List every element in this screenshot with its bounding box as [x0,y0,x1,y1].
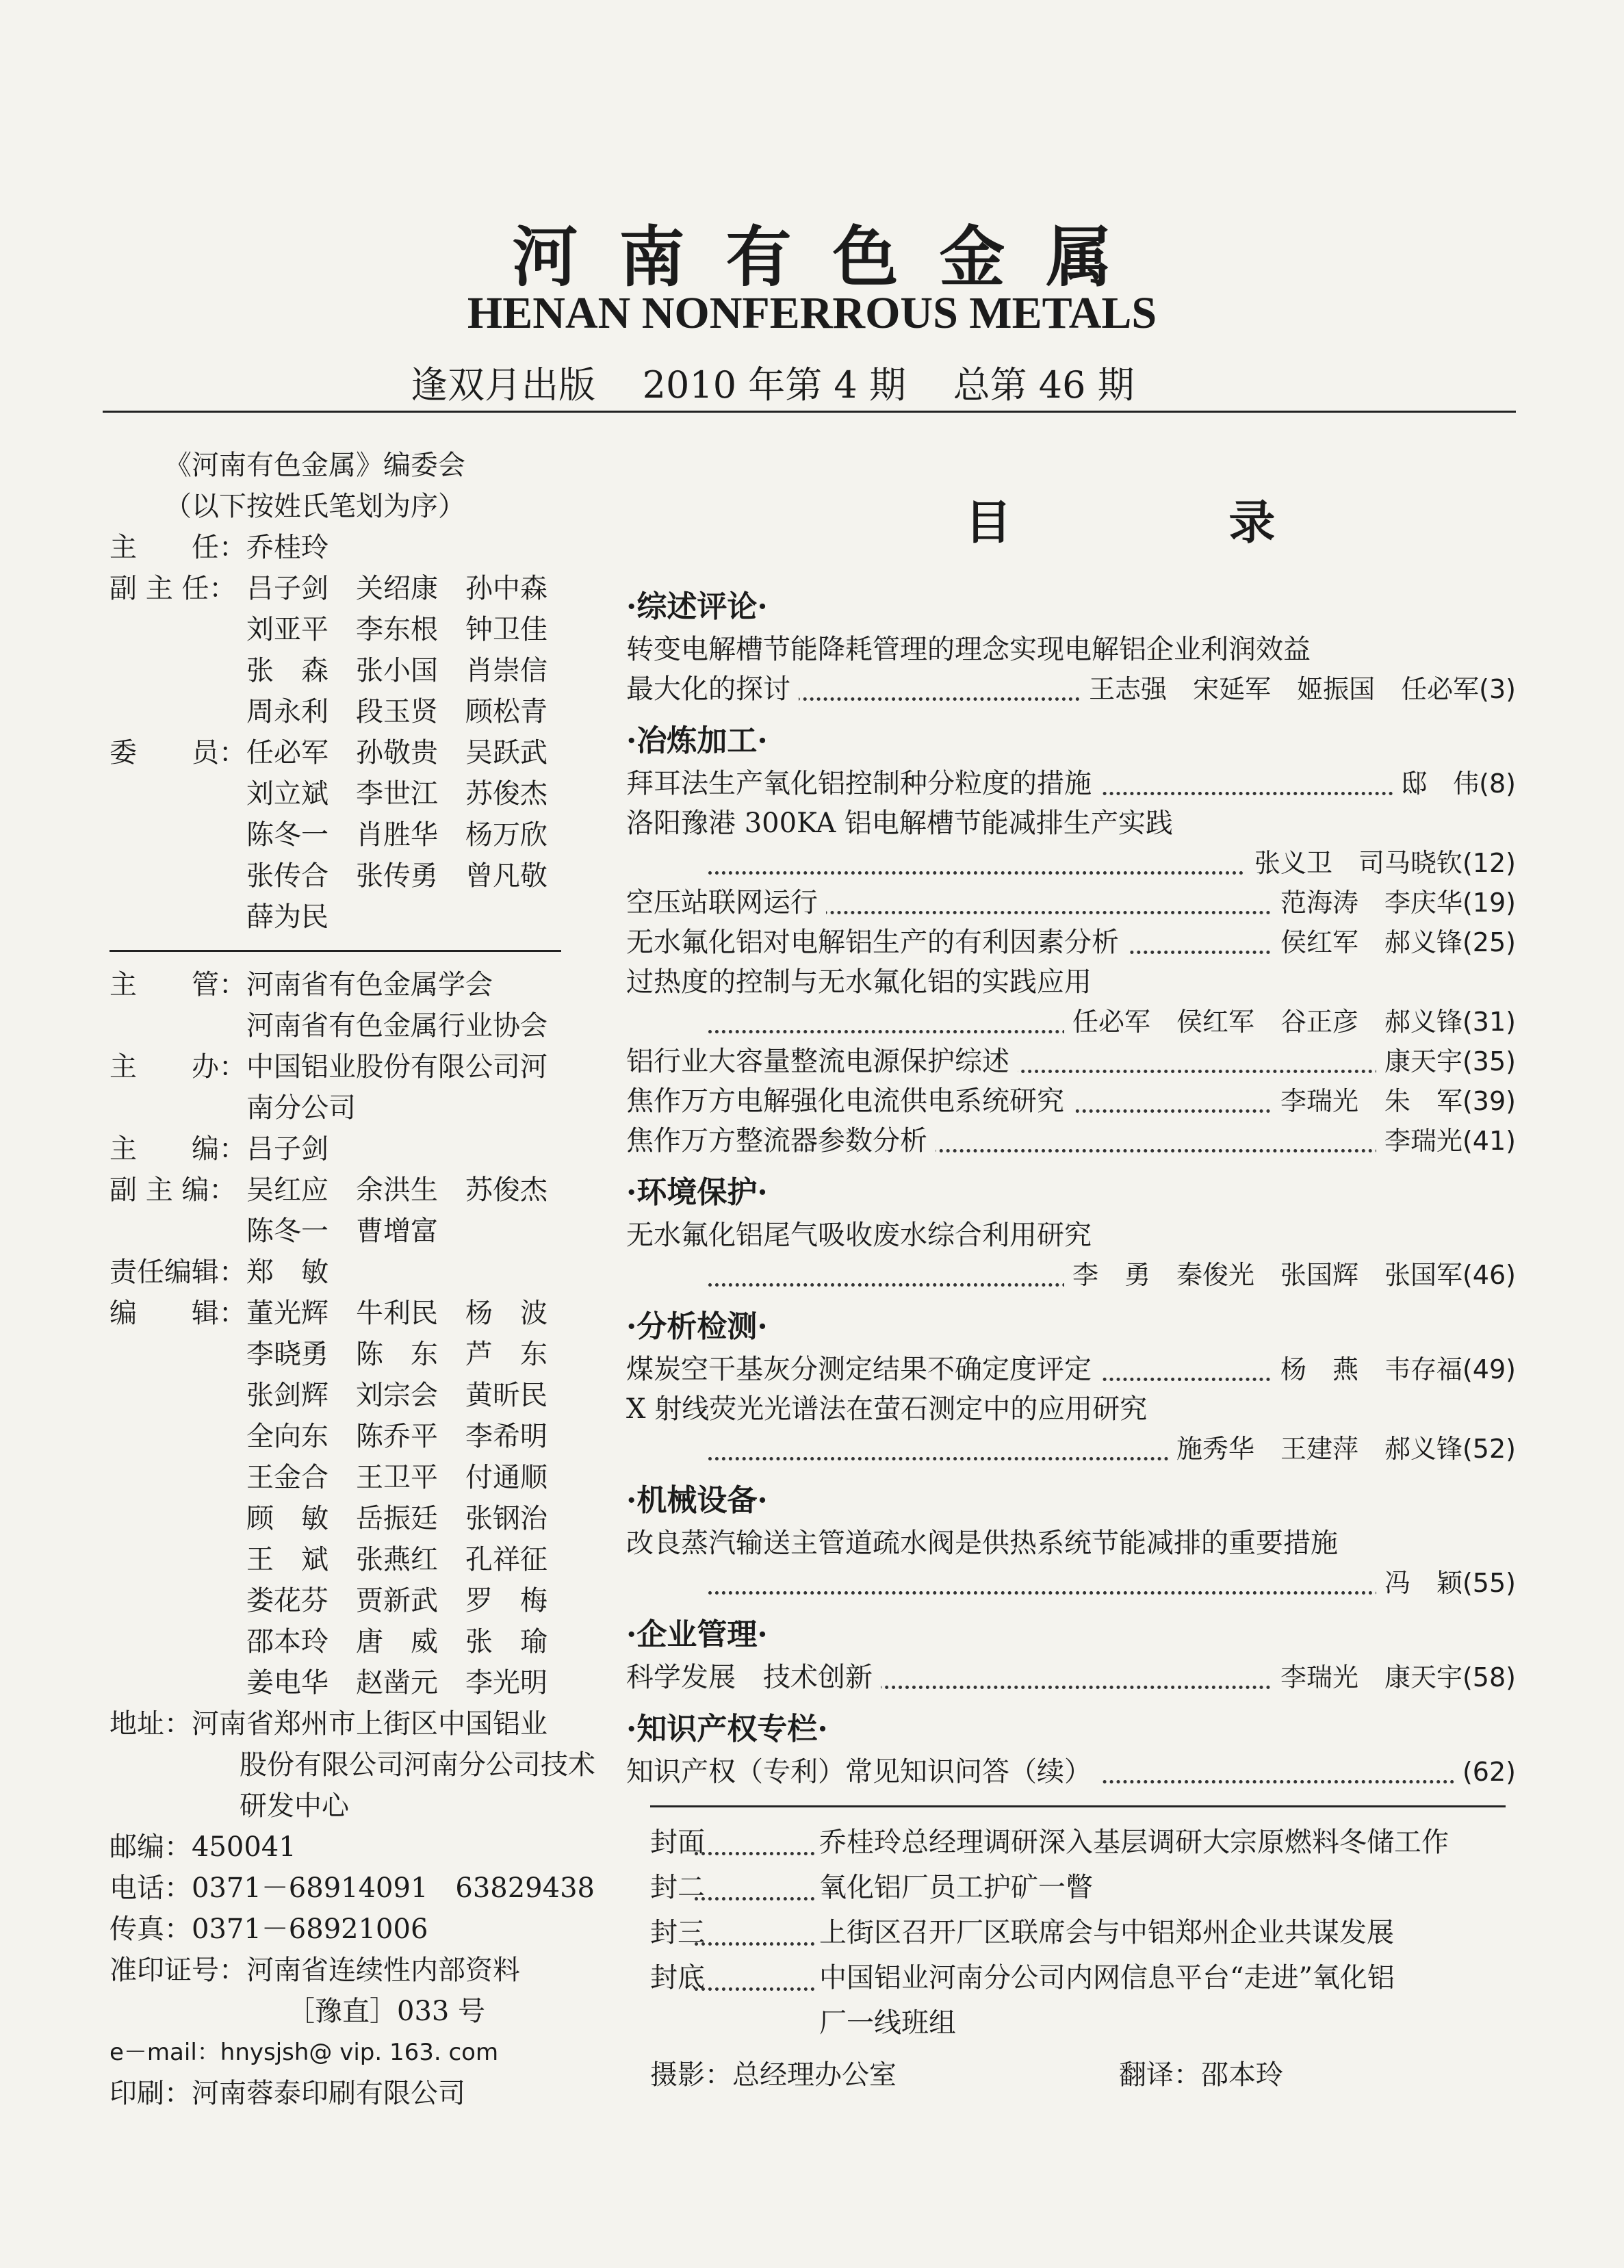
editor-rows [103,1293,582,1703]
member-row [103,732,582,773]
member-row [103,855,582,897]
toc-title: 目 录 [965,495,1337,550]
person-name: 孙敬贵 [356,737,438,769]
person-name: 王金合 [246,1462,328,1493]
toc-section-heading: ·机械设备· [626,1483,768,1518]
toc-entry-page: (55) [1462,1568,1516,1598]
toc-entry-authors: 任必军 侯红军 谷正彦 郝义锋 [1072,1007,1462,1037]
person-name: 姜电华 [246,1667,328,1699]
toc-sections [626,584,1516,1792]
toc-entry-title: 铝行业大容量整流电源保护综述 [626,1042,1018,1081]
toc-entry-authors: 李瑞光 康天宇 [1280,1662,1462,1692]
editor-row [103,1293,582,1334]
toc-entry-page: (19) [1462,888,1516,918]
address-line-2: 股份有限公司河南分公司技术 [240,1749,595,1781]
toc-entry-meta [1246,843,1516,883]
toc-entry-page: (3) [1479,674,1516,704]
toc-entry-authors: 邸 伟 [1401,769,1480,799]
sponsor-row-2: 河南省有色金属行业协会 [246,1010,547,1042]
toc-entry-title: 过热度的控制与无水氟化铝的实践应用 [626,962,1100,1002]
vice-chair-row [103,568,582,609]
cover-text: 厂一线班组 [819,2007,956,2039]
toc-entry-title: 无水氟化铝尾气吸收废水综合利用研究 [626,1215,1100,1255]
editor-label: 编 辑： [109,1298,246,1329]
toc-entry-title: 拜耳法生产氧化铝控制种分粒度的措施 [626,764,1100,803]
person-name: 周永利 [246,696,328,727]
person-name: 付通顺 [465,1462,547,1493]
toc-entry-line [626,1752,1516,1792]
person-name: 余洪生 [356,1174,438,1206]
cover-item [626,1820,1516,1865]
toc-entry-authors: 李瑞光 朱 军 [1280,1086,1462,1116]
toc-entry-line [626,1121,1516,1161]
printer: 印刷：河南蓉泰印刷有限公司 [109,2078,465,2109]
person-name: 张小国 [356,655,438,686]
person-name: 孙中森 [465,573,547,604]
toc-entry-line [626,843,1516,883]
toc-entry-authors: 张义卫 司马晓钦 [1254,848,1462,878]
toc-entry-title: 改良蒸汽输送主管道疏水阀是供热系统节能减排的重要措施 [626,1523,1346,1563]
person-name: 顾松青 [465,696,547,727]
toc-entry-authors: 冯 颖 [1384,1568,1462,1598]
member-row [103,773,582,814]
cover-label: 封底 [650,1962,705,1994]
toc-entry-page: (39) [1462,1086,1516,1116]
person-name: 张剑辉 [246,1380,328,1411]
toc-entry-page: (35) [1462,1046,1516,1077]
member-row [103,897,582,938]
credits-row [626,2052,1516,2098]
toc-entry-title: 无水氟化铝对电解铝生产的有利因素分析 [626,923,1127,962]
toc-entry-title: 知识产权（专利）常见知识问答（续） [626,1752,1100,1792]
issue-info: 逢双月出版 2010 年第 4 期 总第 46 期 [411,363,1135,407]
cover-label: 封三 [650,1917,705,1948]
toc-entry-line [626,1081,1516,1121]
toc-entry-title: 洛阳豫港 300KA 铝电解槽节能减排生产实践 [626,803,1181,843]
email: e－mail：hnysjsh@ vip. 163. com [109,2039,499,2066]
person-name: 肖崇信 [465,655,547,686]
person-name: 钟卫佳 [465,614,547,645]
person-name: 孔祥征 [465,1544,547,1575]
person-name: 陈 东 [356,1339,438,1370]
cover-label: 封面 [650,1827,705,1858]
person-name: 王卫平 [356,1462,438,1493]
chair-row: 主 任： 乔桂玲 [109,532,328,563]
phone: 电话：0371－68914091 63829438 [109,1872,595,1904]
host-row: 主 办： 中国铝业股份有限公司河 [109,1051,547,1083]
leader-dots [695,1942,814,1946]
toc-entry-page: (49) [1462,1354,1516,1384]
toc-entry-title: 转变电解槽节能降耗管理的理念实现电解铝企业利润效益 [626,630,1319,669]
table-of-contents [626,575,1516,2098]
host-row-2: 南分公司 [246,1092,356,1124]
toc-entry-meta [1393,764,1516,803]
vice-chair-label: 副 主 任： [109,573,237,604]
person-name: 刘宗会 [356,1380,438,1411]
board-note: （以下按姓氏笔划为序） [164,491,465,522]
toc-entry-line [626,1658,1516,1697]
toc-entry-meta [1168,1429,1516,1469]
toc-entry-meta [1454,1752,1516,1792]
toc-entry-meta [1272,883,1516,923]
toc-entry-page: (58) [1462,1662,1516,1692]
cover-text: 上街区召开厂区联席会与中铝郑州企业共谋发展 [819,1917,1394,1948]
address-line-1: 地址：河南省郑州市上街区中国铝业 [109,1708,547,1740]
resp-editor-row: 责任编辑： 郑 敏 [109,1257,328,1288]
toc-entry-authors: 李 勇 秦俊光 张国辉 张国军 [1072,1260,1462,1290]
toc-entry-page: (46) [1462,1260,1516,1290]
toc-entry-authors: 侯红军 郝义锋 [1280,927,1462,957]
address-line-3: 研发中心 [240,1790,349,1822]
toc-section-heading: ·冶炼加工· [626,723,768,758]
toc-section-heading: ·环境保护· [626,1175,768,1210]
person-name: 陈乔平 [356,1421,438,1452]
person-name: 李希明 [465,1421,547,1452]
toc-entry-page: (52) [1462,1434,1516,1464]
vice-editor-row [103,1170,582,1211]
person-name: 吴跃武 [465,737,547,769]
toc-entry-meta [1376,1042,1516,1081]
toc-entry-page: (41) [1462,1126,1516,1156]
toc-entry-line [626,1255,1516,1295]
toc-section-heading: ·分析检测· [626,1309,768,1344]
person-name: 吴红应 [246,1174,328,1206]
toc-entry-meta [1064,1255,1516,1295]
editor-row: 主 编： 吕子剑 [109,1133,328,1165]
editor-row [103,1539,582,1580]
member-label: 委 员： [109,737,246,769]
toc-entry-meta [1064,1002,1516,1042]
toc-entry-line [626,630,1516,669]
editor-row [103,1621,582,1662]
toc-section-heading: ·知识产权专栏· [626,1712,828,1747]
person-name: 张传勇 [356,860,438,892]
person-name: 肖胜华 [356,819,438,851]
postcode: 邮编：450041 [109,1831,296,1863]
editor-row [103,1498,582,1539]
toc-entry-authors: 杨 燕 韦存福 [1280,1354,1462,1384]
member-rows [103,732,582,938]
toc-entry-authors: 李瑞光 [1384,1126,1462,1156]
toc-entry-meta [1376,1563,1516,1603]
toc-divider [650,1805,1506,1807]
person-name: 董光辉 [246,1298,328,1329]
vice-editor-label: 副 主 编： [109,1174,237,1206]
toc-entry-authors: 康天宇 [1384,1046,1462,1077]
toc-entry-meta [1272,923,1516,962]
vice-chair-row [103,691,582,732]
person-name: 苏俊杰 [465,778,547,810]
toc-entry-line [626,1523,1516,1563]
editor-row [103,1375,582,1416]
toc-section-heading: ·企业管理· [626,1617,768,1652]
toc-entry-meta [1272,1350,1516,1389]
person-name: 刘立斌 [246,778,328,810]
person-name: 曹增富 [356,1215,438,1247]
person-name: 李世江 [356,778,438,810]
toc-entry-title: 最大化的探讨 [626,669,799,709]
cover-item [626,1910,1516,1955]
leader-dots [695,1897,814,1900]
header-rule [103,411,1516,413]
person-name: 顾 敏 [246,1503,328,1534]
cover-text: 氧化铝厂员工护矿一瞥 [819,1872,1093,1903]
person-name: 黄昕民 [465,1380,547,1411]
toc-entry-authors: 王志强 宋延军 姬振国 任必军 [1089,674,1480,704]
toc-entry-line [626,1042,1516,1081]
toc-entry-title: 科学发展 技术创新 [626,1658,881,1697]
person-name: 杨万欣 [465,819,547,851]
editor-row [103,1334,582,1375]
vice-editor-rows [103,1170,582,1252]
cover-label: 封二 [650,1872,705,1903]
translator-credit: 翻译：邵本玲 [1119,2059,1283,2091]
toc-entry-meta [1081,669,1516,709]
vice-chair-rows [103,568,582,732]
person-name: 曾凡敬 [465,860,547,892]
toc-entry-line [626,923,1516,962]
person-name: 刘亚平 [246,614,328,645]
member-row [103,814,582,855]
toc-entry-line [626,1429,1516,1469]
toc-entry-authors: 施秀华 王建萍 郝义锋 [1176,1434,1462,1464]
person-name: 张传合 [246,860,328,892]
editor-row [103,1662,582,1703]
board-name: 《河南有色金属》编委会 [164,450,465,481]
sponsor-row: 主 管： 河南省有色金属学会 [109,969,493,1001]
toc-section-heading: ·综述评论· [626,589,768,624]
journal-title-en: HENAN NONFERROUS METALS [467,288,1157,338]
person-name: 赵凿元 [356,1667,438,1699]
toc-entry-page: (25) [1462,927,1516,957]
vice-editor-row [103,1211,582,1252]
toc-entry-title: 焦作万方电解强化电流供电系统研究 [626,1081,1072,1121]
person-name: 唐 威 [356,1626,438,1658]
editor-row [103,1457,582,1498]
person-name: 牛利民 [356,1298,438,1329]
toc-entry-title: X 射线荧光光谱法在萤石测定中的应用研究 [626,1389,1155,1429]
vice-chair-row [103,650,582,691]
person-name: 李东根 [356,614,438,645]
toc-entry-meta [1272,1658,1516,1697]
cover-text: 中国铝业河南分公司内网信息平台“走进”氧化铝 [819,1962,1395,1994]
cover-item [626,1865,1516,1910]
person-name: 岳振廷 [356,1503,438,1534]
toc-entry-line [626,1389,1516,1429]
person-name: 娄花芬 [246,1585,328,1616]
toc-entry-meta [1376,1121,1516,1161]
person-name: 罗 梅 [465,1585,547,1616]
fax: 传真：0371－68921006 [109,1913,428,1945]
toc-entry-authors: 范海涛 李庆华 [1280,888,1462,918]
toc-entry-line [626,883,1516,923]
person-name: 李光明 [465,1667,547,1699]
editor-row [103,1580,582,1621]
cover-item [626,1955,1516,2000]
toc-entry-line [626,1350,1516,1389]
toc-entry-page: (12) [1462,848,1516,878]
person-name: 张 瑜 [465,1626,547,1658]
toc-entry-page: (8) [1479,769,1516,799]
toc-entry-line [626,1215,1516,1255]
person-name: 陈冬一 [246,1215,328,1247]
person-name: 苏俊杰 [465,1174,547,1206]
person-name: 全向东 [246,1421,328,1452]
editor-row [103,1416,582,1457]
photo-credit: 摄影：总经理办公室 [650,2059,897,2091]
toc-entry-title: 空压站联网运行 [626,883,826,923]
person-name: 张燕红 [356,1544,438,1575]
toc-entry-line [626,1002,1516,1042]
person-name: 张钢治 [465,1503,547,1534]
toc-entry-page: (62) [1462,1757,1516,1787]
person-name: 杨 波 [465,1298,547,1329]
person-name: 吕子剑 [246,573,328,604]
cover-item [626,2000,1516,2046]
toc-entry-line [626,962,1516,1002]
masthead-column [103,445,595,2114]
toc-entry-page: (31) [1462,1007,1516,1037]
cover-list [626,1820,1516,2046]
toc-entry-meta [1272,1081,1516,1121]
toc-entry-line [626,803,1516,843]
person-name: 王 斌 [246,1544,328,1575]
masthead-divider [109,950,561,952]
permit-number: ［豫直］033 号 [287,1996,486,2027]
toc-entry-line [626,669,1516,709]
person-name: 任必军 [246,737,328,769]
cover-text: 乔桂玲总经理调研深入基层调研大宗原燃料冬储工作 [819,1827,1449,1858]
person-name: 芦 东 [465,1339,547,1370]
person-name: 贾新武 [356,1585,438,1616]
person-name: 段玉贤 [356,696,438,727]
journal-title-cn: 河南有色金属 [512,218,1153,296]
permit: 准印证号：河南省连续性内部资料 [109,1955,520,1986]
person-name: 陈冬一 [246,819,328,851]
person-name: 张 森 [246,655,328,686]
person-name: 关绍康 [356,573,438,604]
person-name: 邵本玲 [246,1626,328,1658]
toc-entry-line [626,764,1516,803]
person-name: 李晓勇 [246,1339,328,1370]
person-name: 薛为民 [246,901,328,933]
toc-entry-title: 焦作万方整流器参数分析 [626,1121,936,1161]
toc-entry-title: 煤炭空干基灰分测定结果不确定度评定 [626,1350,1100,1389]
toc-entry-line [626,1563,1516,1603]
leader-dots [695,1987,814,1991]
leader-dots [695,1852,814,1855]
vice-chair-row [103,609,582,650]
